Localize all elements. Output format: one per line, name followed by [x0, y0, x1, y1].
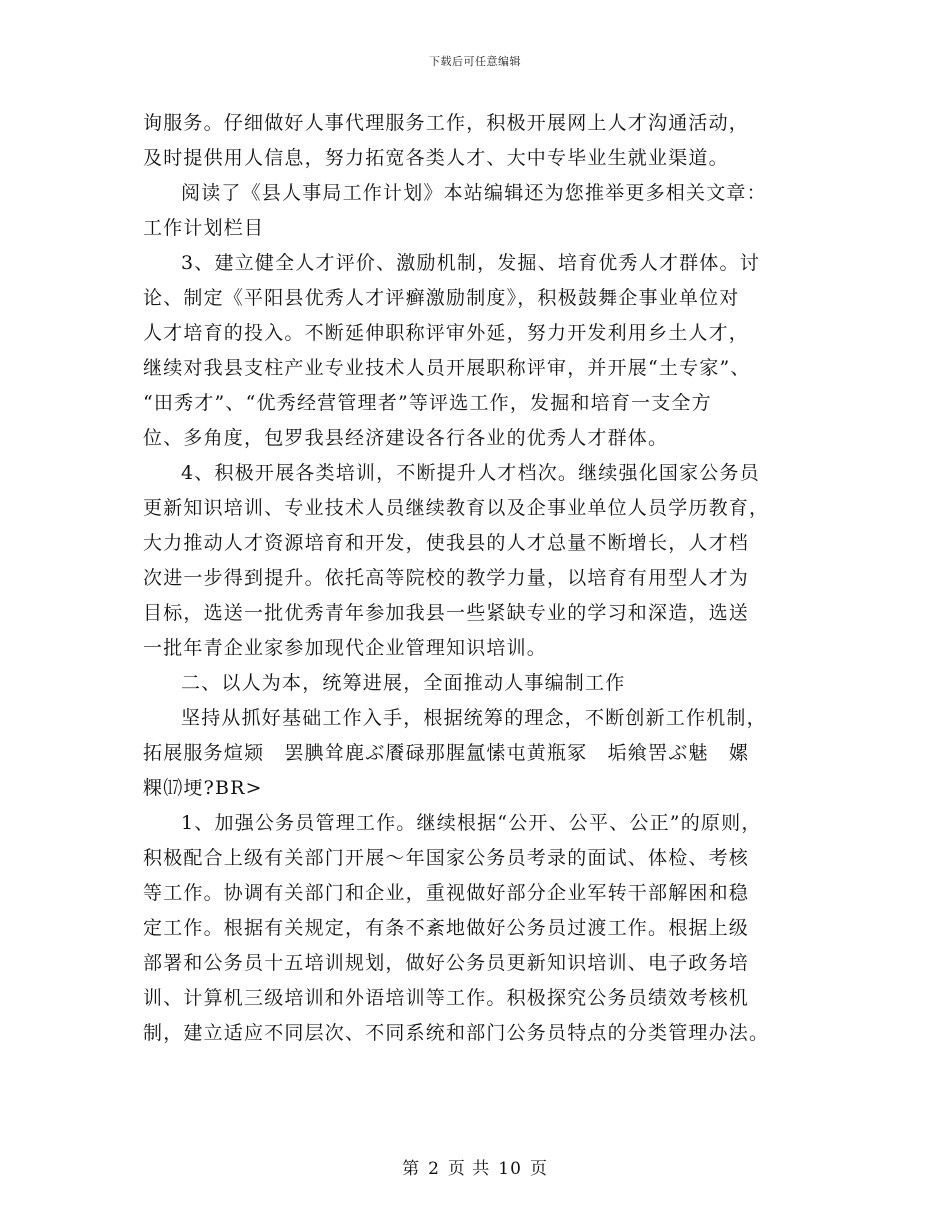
footer-middle: 页 共 — [447, 1159, 491, 1179]
text-line: 训、计算机三级培训和外语培训等工作。积极探究公务员绩效考核机 — [143, 987, 750, 1009]
text-line: 位、多角度，包罗我县经济建设各行各业的优秀人才群体。 — [143, 427, 669, 449]
text-line: 1、加强公务员管理工作。继续根据“公开、公平、公正”的原则， — [181, 812, 762, 834]
text-line: 次进一步得到提升。依托高等院校的教学力量，以培育有用型人才为 — [143, 567, 750, 589]
page-footer — [0, 1154, 950, 1179]
text-line: 阅读了《县人事局工作计划》本站编辑还为您推举更多相关文章： — [181, 182, 767, 204]
text-line: 部署和公务员十五培训规划，做好公务员更新知识培训、电子政务培 — [143, 952, 750, 974]
text-line: 大力推动人才资源培育和开发，使我县的人才总量不断增长，人才档 — [143, 532, 750, 554]
text-line: 坚持从抓好基础工作入手，根据统筹的理念，不断创新工作机制， — [181, 707, 767, 729]
total-pages: 10 — [498, 1159, 522, 1179]
footer-prefix: 第 — [402, 1159, 421, 1179]
text-line: 工作计划栏目 — [143, 217, 265, 239]
text-line: 等工作。协调有关部门和企业，重视做好部分企业军转干部解困和稳 — [143, 882, 750, 904]
section-heading: 二、以人为本，统筹进展，全面推动人事编制工作 — [181, 672, 626, 694]
page-header: 下载后可任意编辑 — [429, 55, 521, 68]
text-line: 人才培育的投入。不断延伸职称评审外延，努力开发利用乡土人才， — [143, 322, 750, 344]
text-line: 目标，选送一批优秀青年参加我县一些紧缺专业的学习和深造，选送 — [143, 602, 750, 624]
text-line: 制，建立适应不同层次、不同系统和部门公务员特点的分类管理办法。 — [143, 1022, 770, 1044]
text-line: 询服务。仔细做好人事代理服务工作，积极开展网上人才沟通活动， — [143, 112, 750, 134]
text-line: 及时提供用人信息，努力拓宽各类人才、大中专毕业生就业渠道。 — [143, 147, 729, 169]
text-line: 粿⒄埂?BR> — [143, 777, 263, 799]
text-line: 拓展服务煊颎 罢腆耸鹿ぶ餍碌那腥氲愫屯黄瓶冢 垢飨罟ぶ魅 嫘 — [143, 742, 750, 764]
text-line: 4、积极开展各类培训，不断提升人才档次。继续强化国家公务员 — [181, 462, 760, 484]
text-line: 定工作。根据有关规定，有条不紊地做好公务员过渡工作。根据上级 — [143, 917, 750, 939]
text-line: 积极配合上级有关部门开展～年国家公务员考录的面试、体检、考核 — [143, 847, 750, 869]
footer-suffix: 页 — [529, 1159, 548, 1179]
text-line: “田秀才”、“优秀经营管理者”等评选工作，发掘和培育一支全方 — [143, 392, 712, 414]
text-line: 论、制定《平阳县优秀人才评癣激励制度》，积极鼓舞企事业单位对 — [143, 287, 740, 309]
text-line: 一批年青企业家参加现代企业管理知识培训。 — [143, 637, 548, 659]
page-number: 2 — [428, 1159, 440, 1179]
document-body — [143, 106, 833, 1051]
text-line: 3、建立健全人才评价、激励机制，发掘、培育优秀人才群体。讨 — [181, 252, 760, 274]
text-line: 继续对我县支柱产业专业技术人员开展职称评审，并开展“土专家”、 — [143, 357, 751, 379]
text-line: 更新知识培训、专业技术人员继续教育以及企事业单位人员学历教育， — [143, 497, 770, 519]
